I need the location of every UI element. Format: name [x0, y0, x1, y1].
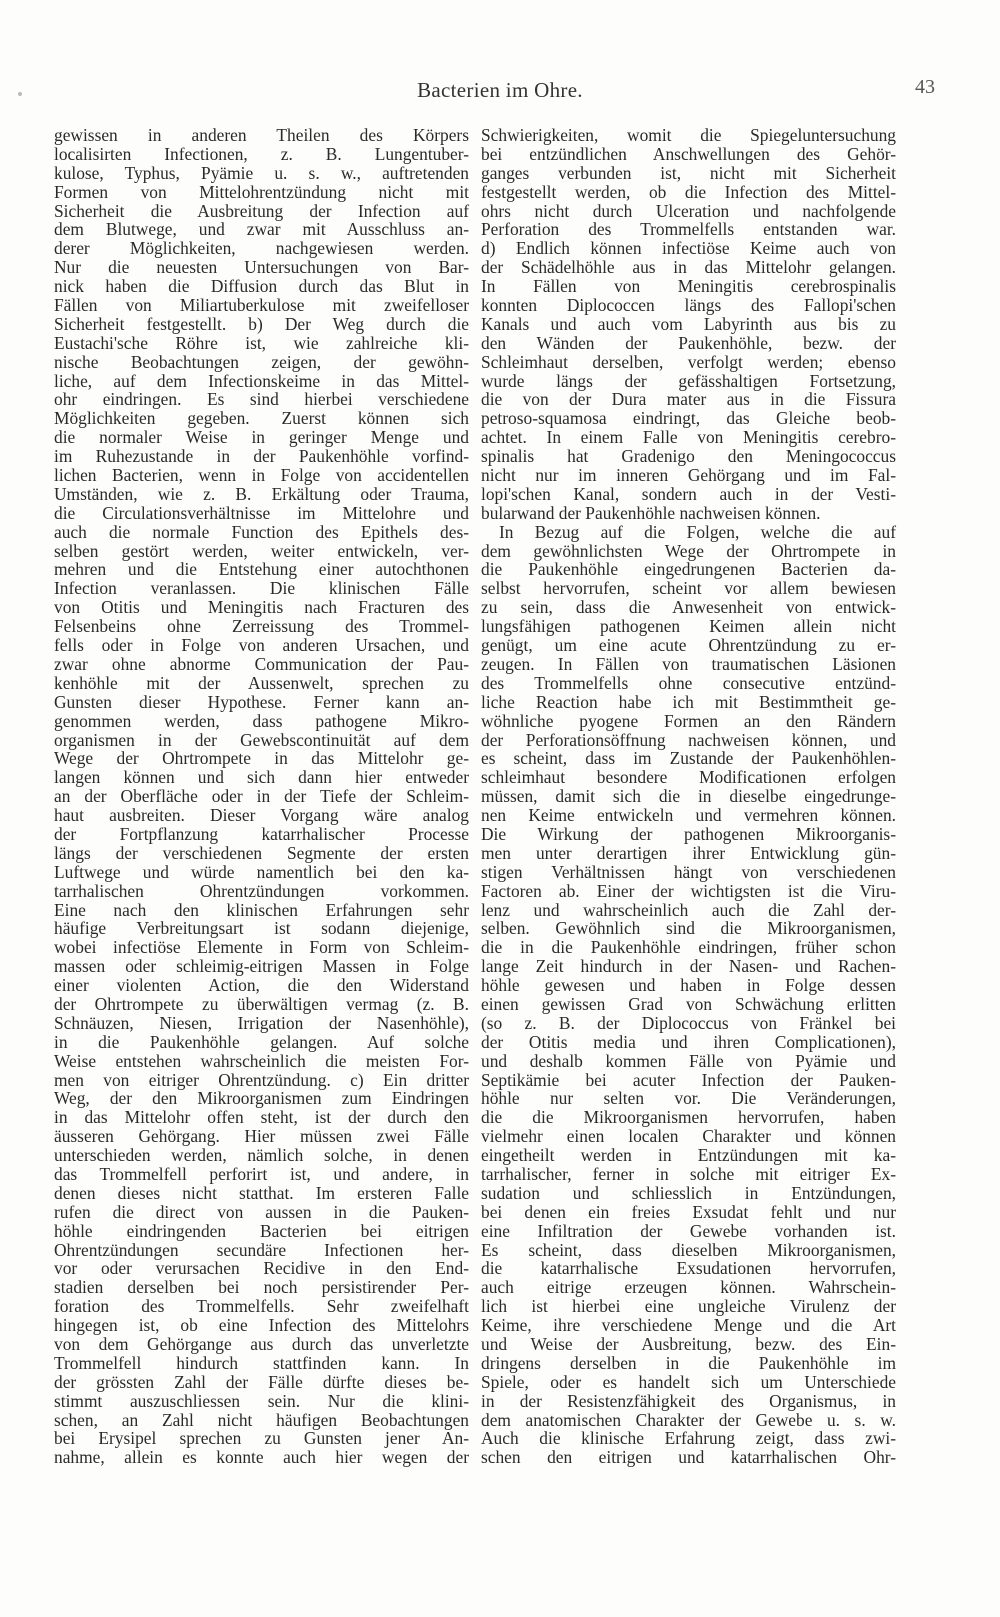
text-line: die die Mikroorganismen hervorrufen, haben: [481, 1107, 896, 1128]
text-line: d) Endlich können infectiöse Keime auch von: [481, 238, 896, 259]
text-line: wobei infectiöse Elemente in Form von Schleim-: [54, 937, 469, 958]
text-line: Eustachi'sche Röhre ist, wie zahlreiche kli-: [54, 332, 469, 353]
text-line: lange Zeit hindurch in der Nasen- und Rachen-: [481, 956, 896, 977]
text-line: zeugen. In Fällen von traumatischen Läsionen: [481, 653, 896, 674]
text-line: die katarrhalische Exsudationen hervorrufen,: [481, 1258, 896, 1279]
text-line: kulose, Typhus, Pyämie u. s. w., auftretenden: [54, 162, 469, 183]
text-line: Factoren ab. Einer der wichtigsten ist die Viru-: [481, 880, 896, 901]
text-line: höhle gewesen und haben in Folge dessen: [481, 975, 896, 996]
text-line: in das Mittelohr offen steht, ist der durch den: [54, 1107, 469, 1128]
text-line: Fällen von Miliartuberkulose mit zweifelloser: [54, 295, 469, 316]
left-column: [54, 126, 469, 1467]
text-line: die Paukenhöhle eingedrungenen Bacterien da-: [481, 559, 896, 580]
text-line: fells oder in Folge von anderen Ursachen, und: [54, 635, 469, 656]
text-line: lich ist hierbei eine ungleiche Virulenz der: [481, 1296, 896, 1317]
text-line: vielmehr einen localen Charakter und können: [481, 1126, 896, 1147]
text-line: einer violenten Action, die den Widerstand: [54, 975, 469, 996]
text-line: lichen Bacterien, wenn in Folge von accidentellen: [54, 465, 469, 486]
text-line: selben gestört werden, weiter entwickeln, ver-: [54, 540, 469, 561]
text-line: genügt, um eine acute Ohrentzündung zu er-: [481, 635, 896, 656]
text-line: die in die Paukenhöhle eindringen, früher schon: [481, 937, 896, 958]
text-line: der Ohrtrompete zu überwältigen vermag (z. B.: [54, 993, 469, 1014]
text-line: an der Oberfläche oder in der Tiefe der Schleim-: [54, 786, 469, 807]
text-line: Schleimhaut derselben, verfolgt werden; ebenso: [481, 351, 896, 372]
text-line: men von eitriger Ohrentzündung. c) Ein dritter: [54, 1069, 469, 1090]
text-line: langen können und sich dann hier entweder: [54, 767, 469, 788]
text-line: nen Keime entwickeln und vermehren können.: [481, 805, 896, 826]
text-line: konnten Diplococcen längs des Fallopi'schen: [481, 295, 896, 316]
text-line: den Wänden der Paukenhöhle, bezw. der: [481, 332, 896, 353]
text-line: einen gewissen Grad von Schwächung erlitten: [481, 993, 896, 1014]
text-line: dringens derselben in die Paukenhöhle im: [481, 1352, 896, 1373]
text-line: schen den eitrigen und katarrhalischen Ohr-: [481, 1447, 896, 1468]
text-line: in die Paukenhöhle gelangen. Auf solche: [54, 1031, 469, 1052]
text-line: derer Möglichkeiten, nachgewiesen werden.: [54, 238, 469, 259]
text-line: der Fortpflanzung katarrhalischer Processe: [54, 823, 469, 844]
text-line: von dem Gehörgange aus durch das unverletzte: [54, 1334, 469, 1354]
text-line: vor oder verursachen Recidive in den End-: [54, 1258, 469, 1279]
text-line: Kanals und auch vom Labyrinth aus bis zu: [481, 313, 896, 334]
text-line: Formen von Mittelohrentzündung nicht mit: [54, 181, 469, 202]
text-line: Septikämie bei acuter Infection der Pauken-: [481, 1069, 896, 1090]
text-line: nicht nur im inneren Gehörgang und im Fal-: [481, 465, 896, 486]
text-line: zwar ohne abnorme Communication der Pau-: [54, 653, 469, 674]
text-line: der Schädelhöhle aus in das Mittelohr gelangen.: [481, 257, 896, 278]
text-line: wöhnliche pyogene Formen an den Rändern: [481, 710, 896, 731]
text-line: gewissen in anderen Theilen des Körpers: [54, 125, 469, 145]
text-line: In Bezug auf die Folgen, welche die auf: [499, 521, 896, 542]
text-line: Luftwege und würde namentlich bei den ka-: [54, 861, 469, 882]
text-line: höhle eindringenden Bacterien bei eitrigen: [54, 1220, 469, 1241]
text-line: Keime, ihre verschiedene Menge und die Art: [481, 1315, 896, 1336]
text-line: im Ruhezustande in der Paukenhöhle vorfind-: [54, 446, 469, 467]
text-line: Auch die klinische Erfahrung zeigt, dass zwi-: [481, 1428, 896, 1449]
text-line: des Trommelfells ohne consecutive entzünd-: [481, 672, 896, 693]
text-line: Weise entstehen wahrscheinlich die meisten For-: [54, 1050, 469, 1071]
text-line: tarrhalischer, ferner in solche mit eitriger Ex-: [481, 1163, 896, 1184]
text-line: festgestellt werden, ob die Infection des Mittel-: [481, 181, 896, 202]
right-column: [481, 126, 896, 1467]
text-line: Schnäuzen, Niesen, Irrigation der Nasenhöhle),: [54, 1012, 469, 1033]
text-line: Trommelfell hindurch stattfinden kann. In: [54, 1352, 469, 1373]
text-line: es scheint, dass im Zustande der Paukenhöhlen-: [481, 748, 896, 769]
text-line: schen, an Zahl nicht häufigen Beobachtungen: [54, 1409, 469, 1430]
text-line: Wege der Ohrtrompete in das Mittelohr ge-: [54, 748, 469, 769]
text-line: spinalis hat Gradenigo den Meningococcus: [481, 446, 896, 467]
text-line: nick haben die Diffusion durch das Blut in: [54, 276, 469, 297]
text-line: bei denen ein freies Exsudat fehlt und nur: [481, 1201, 896, 1222]
text-line: die Circulationsverhältnisse im Mittelohre und: [54, 502, 469, 523]
text-line: Ohrentzündungen secundäre Infectionen her-: [54, 1239, 469, 1260]
text-line: Möglichkeiten gegeben. Zuerst können sich: [54, 408, 469, 429]
text-line: lopi'schen Kanal, sondern auch in der Vesti-: [481, 483, 896, 504]
text-line: Sicherheit festgestellt. b) Der Weg durch die: [54, 313, 469, 334]
text-line: (so z. B. der Diplococcus von Fränkel bei: [481, 1012, 896, 1033]
text-line: höhle nur selten vor. Die Veränderungen,: [481, 1088, 896, 1109]
text-line: genommen werden, dass pathogene Mikro-: [54, 710, 469, 731]
text-line: Felsenbeins ohne Zerreissung des Trommel-: [54, 616, 469, 637]
text-line: längs der verschiedenen Segmente der ersten: [54, 842, 469, 863]
text-line: nische Beobachtungen zeigen, der gewöhn-: [54, 351, 469, 372]
text-line: in der Resistenzfähigkeit des Organismus, in: [481, 1390, 896, 1411]
text-line: eingetheilt werden in Entzündungen mit ka-: [481, 1145, 896, 1166]
text-line: wurde längs der gefässhaltigen Fortsetzung,: [481, 370, 896, 391]
text-line: bularwand der Paukenhöhle nachweisen können.: [481, 502, 821, 523]
text-line: organismen in der Gewebscontinuität auf dem: [54, 729, 469, 750]
text-line: und deshalb kommen Fälle von Pyämie und: [481, 1050, 896, 1071]
text-line: foration des Trommelfells. Sehr zweifelhaft: [54, 1296, 469, 1317]
text-line: die normaler Weise in geringer Menge und: [54, 427, 469, 448]
text-line: achtet. In einem Falle von Meningitis cerebro-: [481, 427, 896, 448]
text-line: Sicherheit die Ausbreitung der Infection auf: [54, 200, 469, 221]
text-line: häufige Verbreitungsart ist sodann diejenige,: [54, 918, 469, 939]
text-line: auch eitrige erzeugen können. Wahrschein-: [481, 1277, 896, 1298]
text-line: dem gewöhnlichsten Wege der Ohrtrompete in: [481, 540, 896, 561]
text-line: stadien derselben bei noch persistirender Per-: [54, 1277, 469, 1298]
text-line: ohr eindringen. Es sind hierbei verschiedene: [54, 389, 469, 410]
text-line: Eine nach den klinischen Erfahrungen sehr: [54, 899, 469, 920]
page-number: 43: [915, 76, 935, 98]
text-line: Umständen, wie z. B. Erkältung oder Trauma,: [54, 483, 469, 504]
text-line: Gunsten dieser Hypothese. Ferner kann an-: [54, 691, 469, 712]
text-line: mehren und die Entstehung einer autochthonen: [54, 559, 469, 580]
text-line: lungsfähigen pathogenen Keimen allein nicht: [481, 616, 896, 637]
text-line: Schwierigkeiten, womit die Spiegeluntersuchung: [481, 125, 896, 145]
text-line: Die Wirkung der pathogenen Mikroorganis-: [481, 823, 896, 844]
text-line: dem anatomischen Charakter der Gewebe u. s. w.: [481, 1409, 896, 1430]
text-line: In Fällen von Meningitis cerebrospinalis: [481, 276, 896, 297]
text-line: Spiele, oder es handelt sich um Unterschiede: [481, 1371, 896, 1392]
running-title: Bacterien im Ohre.: [417, 78, 583, 102]
text-line: auch die normale Function des Epithels des-: [54, 521, 469, 542]
text-line: müssen, damit sich die in dieselbe eingedrunge-: [481, 786, 896, 807]
text-line: Weg, der den Mikroorganismen zum Eindringen: [54, 1088, 469, 1109]
text-line: der grössten Zahl der Fälle dürfte dieses be-: [54, 1371, 469, 1392]
text-line: der Otitis media und ihren Complicationen),: [481, 1031, 896, 1052]
text-line: liche Reaction habe ich mit Bestimmtheit ge-: [481, 691, 896, 712]
text-line: sudation und schliesslich in Entzündungen,: [481, 1182, 896, 1203]
text-line: eine Infiltration der Gewebe vorhanden ist.: [481, 1220, 896, 1241]
text-line: stigen Verhältnissen hängt von verschiedenen: [481, 861, 896, 882]
text-line: petroso-squamosa eindringt, das Gleiche beob-: [481, 408, 896, 429]
text-line: selbst hervorrufen, scheint vor allem bewiesen: [481, 578, 896, 599]
text-line: lenz und wahrscheinlich auch die Zahl der-: [481, 899, 896, 920]
text-line: localisirten Infectionen, z. B. Lungentuber-: [54, 143, 469, 164]
text-line: kenhöhle mit der Aussenwelt, sprechen zu: [54, 672, 469, 693]
text-line: selben. Gewöhnlich sind die Mikroorganismen,: [481, 918, 896, 939]
text-line: die von der Dura mater aus in die Fissura: [481, 389, 896, 410]
text-line: schleimhaut besondere Modificationen erfolgen: [481, 767, 896, 788]
text-line: hingegen ist, ob eine Infection des Mittelohrs: [54, 1315, 469, 1336]
text-line: von Otitis und Meningitis nach Fracturen des: [54, 597, 469, 618]
text-line: nahme, allein es konnte auch hier wegen der: [54, 1447, 469, 1468]
text-line: Nur die neuesten Untersuchungen von Bar-: [54, 257, 469, 278]
text-line: bei entzündlichen Anschwellungen des Gehör-: [481, 143, 896, 164]
text-line: haut ausbreiten. Dieser Vorgang wäre analog: [54, 805, 469, 826]
text-line: rufen die direct von aussen in die Pauken-: [54, 1201, 469, 1222]
text-line: stimmt auszuschliessen sein. Nur die klini-: [54, 1390, 469, 1411]
text-line: und Weise der Ausbreitung, bezw. des Ein-: [481, 1334, 896, 1354]
text-line: ohrs nicht durch Ulceration und nachfolgende: [481, 200, 896, 221]
text-line: liche, auf dem Infectionskeime in das Mittel-: [54, 370, 469, 391]
text-line: der Perforationsöffnung nachweisen können, und: [481, 729, 896, 750]
text-line: bei Erysipel sprechen zu Gunsten jener An-: [54, 1428, 469, 1449]
text-line: Perforation des Trommelfells entstanden war.: [481, 219, 896, 240]
text-line: Infection veranlassen. Die klinischen Fälle: [54, 578, 469, 599]
text-line: unterschieden werden, nämlich solche, in denen: [54, 1145, 469, 1166]
text-line: das Trommelfell perforirt ist, und andere, in: [54, 1163, 469, 1184]
text-line: ganges verbunden ist, nicht mit Sicherheit: [481, 162, 896, 183]
text-line: massen oder schleimig-eitrigen Massen in Folge: [54, 956, 469, 977]
text-line: tarrhalischen Ohrentzündungen vorkommen.: [54, 880, 469, 901]
text-line: zu sein, dass die Anwesenheit von entwick-: [481, 597, 896, 618]
text-line: denen dieses nicht statthat. Im ersteren Falle: [54, 1182, 469, 1203]
text-line: men unter derartigen ihrer Entwicklung gün-: [481, 842, 896, 863]
text-line: dem Blutwege, und zwar mit Ausschluss an-: [54, 219, 469, 240]
text-line: äusseren Gehörgang. Hier müssen zwei Fälle: [54, 1126, 469, 1147]
text-line: Es scheint, dass dieselben Mikroorganismen,: [481, 1239, 896, 1260]
